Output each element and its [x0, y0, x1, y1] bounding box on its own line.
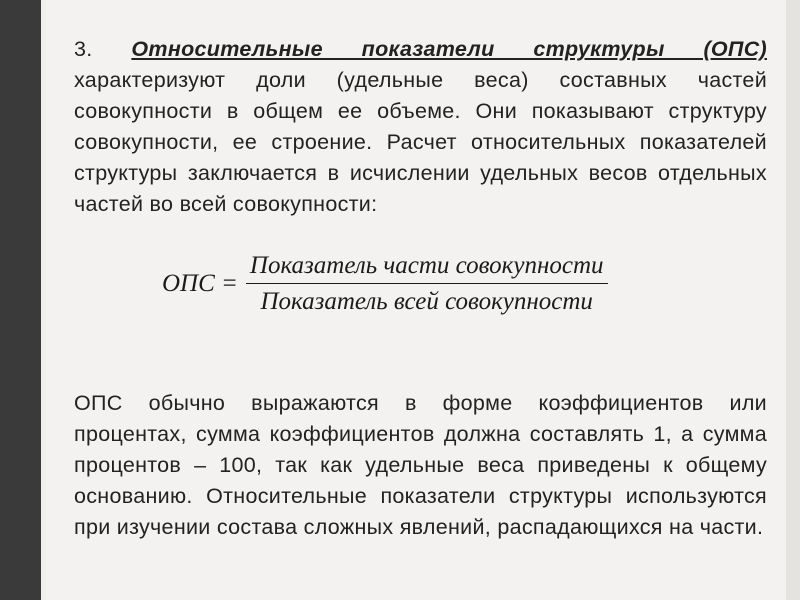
formula-numerator: Показатель части совокупности — [246, 252, 608, 284]
definition-text: характеризуют доли (удельные веса) составных частей совокупности в общем ее объеме. Они показывают структуру совокупности, ее строение. Расчет относительных показателей структуры заключается в исчислении удельных весов отдельных частей во всей совокупности: — [74, 68, 767, 216]
formula-denominator: Показатель всей совокупности — [260, 288, 593, 315]
formula-lhs: ОПС = — [162, 270, 238, 297]
term-title: Относительные показатели структуры (ОПС) — [131, 37, 767, 61]
paragraph-usage: ОПС обычно выражаются в форме коэффициентов или процентах, сумма коэффициентов должна составлять 1, а сумма процентов – 100, так как удельные веса приведены к общему основанию. Относительные показатели структуры используются при изучении состава сложных явлений, распадающихся на части. — [74, 391, 767, 539]
right-edge-bar — [786, 0, 800, 600]
formula — [162, 248, 608, 320]
formula-fraction — [246, 252, 608, 316]
item-number: 3. — [74, 37, 132, 61]
left-dark-bar — [0, 0, 41, 600]
paragraph-definition — [74, 34, 767, 220]
left-light-stripe — [41, 0, 46, 600]
